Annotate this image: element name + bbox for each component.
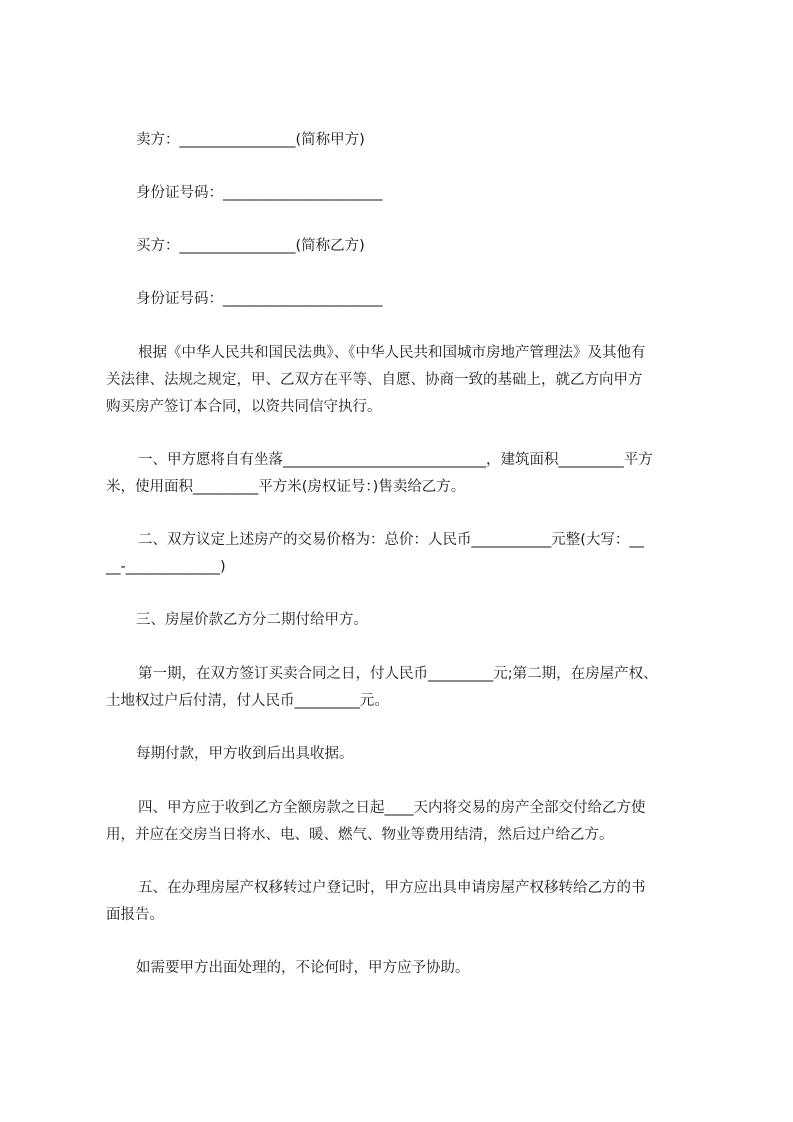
seller-line: 卖方：________________(简称甲方) — [136, 132, 365, 148]
payment-line-1: 第一期，在双方签订买卖合同之日，付人民币_________元;第二期，在房屋产权、 — [138, 666, 658, 682]
clause3: 三、房屋价款乙方分二期付给甲方。 — [136, 612, 368, 628]
clause2-line-1: 二、双方议定上述房产的交易价格为：总价：人民币___________元整(大写：__ — [138, 532, 644, 548]
buyer-line: 买方：________________(简称乙方) — [136, 238, 365, 254]
receipt-line: 每期付款，甲方收到后出具收据。 — [136, 746, 354, 762]
clause5-line-2: 面报告。 — [106, 907, 164, 923]
assist-line: 如需要甲方出面处理的，不论何时，甲方应予协助。 — [136, 960, 470, 976]
payment-line-2: 土地权过户后付清，付人民币_________元。 — [106, 693, 389, 709]
intro-line-1: 根据《中华人民共和国民法典》、《中华人民共和国城市房地产管理法》及其他有 — [138, 345, 646, 361]
clause4-line-2: 用，并应在交房当日将水、电、暖、燃气、物业等费用结清，然后过户给乙方。 — [106, 827, 614, 843]
intro-line-2: 关法律、法规之规定，甲、乙双方在平等、自愿、协商一致的基础上，就乙方向甲方 — [106, 372, 643, 388]
clause2-line-2: __-_____________) — [106, 559, 226, 575]
seller-id-line: 身份证号码：______________________ — [136, 185, 383, 201]
clause4-line-1: 四、甲方应于收到乙方全额房款之日起____天内将交易的房产全部交付给乙方使 — [138, 800, 646, 816]
clause1-line-2: 米，使用面积_________平方米(房权证号：)售卖给乙方。 — [106, 479, 466, 495]
buyer-id-line: 身份证号码：______________________ — [136, 291, 383, 307]
intro-line-3: 购买房产签订本合同，以资共同信守执行。 — [106, 399, 382, 415]
clause1-line-1: 一、甲方愿将自有坐落____________________________，建筑面积_________平方 — [138, 452, 653, 468]
clause5-line-1: 五、在办理房屋产权移转过户登记时，甲方应出具申请房屋产权移转给乙方的书 — [138, 880, 646, 896]
